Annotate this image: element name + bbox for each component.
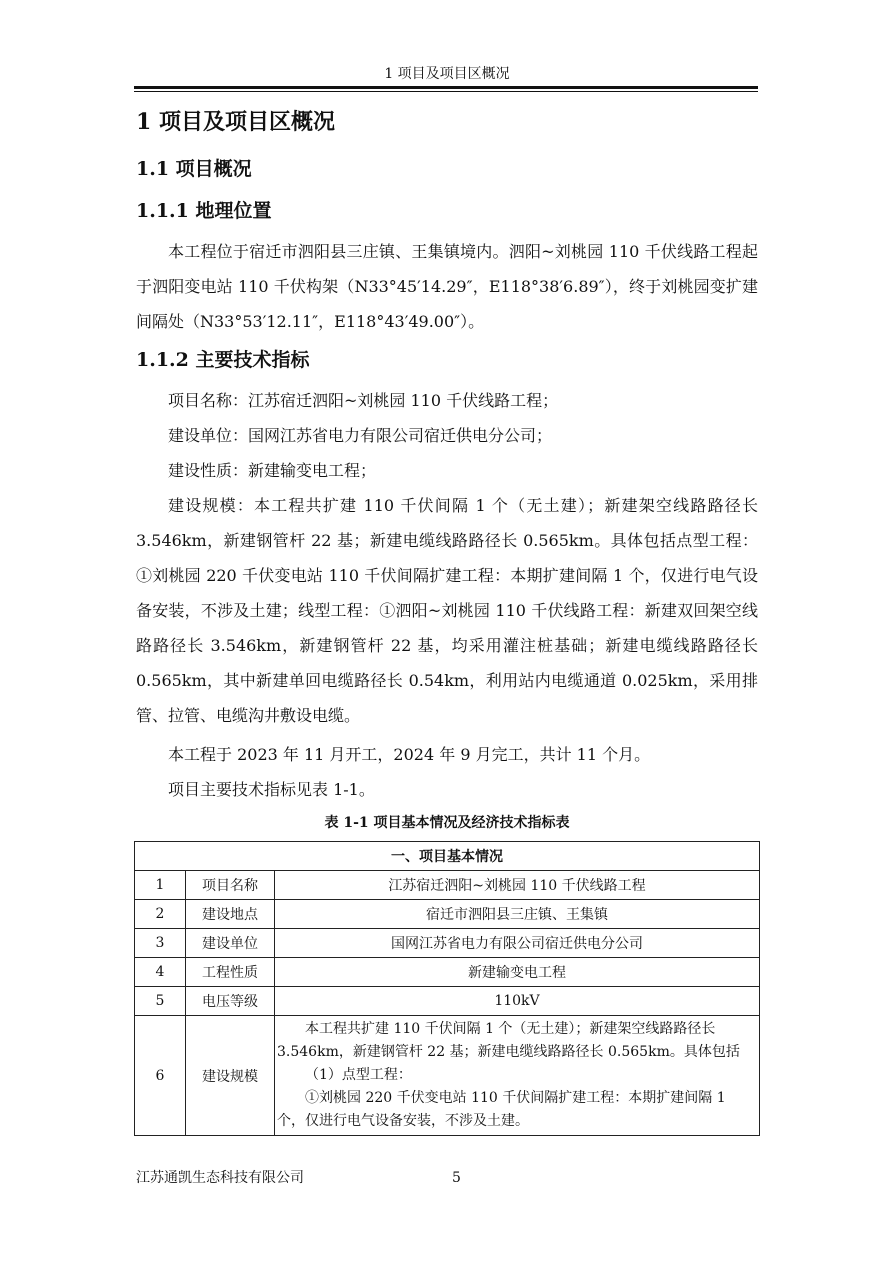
table-row-scale xyxy=(135,1016,760,1136)
table-row xyxy=(135,900,760,929)
row-label: 项目名称 xyxy=(186,871,275,900)
page-content xyxy=(136,104,758,1136)
scale-line-2: （1）点型工程： xyxy=(305,1067,412,1083)
row-index: 6 xyxy=(135,1016,186,1136)
running-header: 1 项目及项目区概况 xyxy=(384,66,510,82)
subsection-title-indicators: 1.1.2 主要技术指标 xyxy=(136,349,310,371)
table-row xyxy=(135,871,760,900)
row-index: 4 xyxy=(135,958,186,987)
chapter-title: 1 项目及项目区概况 xyxy=(136,109,335,135)
row-label: 建设规模 xyxy=(186,1016,275,1136)
paragraph-construction-scale: 建设规模：本工程共扩建 110 千伏间隔 1 个（无土建）；新建架空线路路径长 3.546km，新建钢管杆 22 基；新建电缆线路路径长 0.565km。具体包括点型工程：①刘桃园 220 千伏变电站 110 千伏间隔扩建工程：本期扩建间隔 1 个，仅进行电气设备安装，不涉及土建；线型工程：①泗阳~刘桃园 110 千伏线路工程：新建双回架空线路路径长 3.546km，新建钢管杆 22 基，均采用灌注桩基础；新建电缆线路路径长 0.565km，其中新建单回电缆路径长 0.54km，利用站内电缆通道 0.025km，采用排管、拉管、电缆沟井敷设电缆。 xyxy=(136,496,758,725)
footer-company: 江苏通凯生态科技有限公司 xyxy=(136,1170,304,1186)
header-rule-thick xyxy=(134,86,758,89)
table-section-title: 一、项目基本情况 xyxy=(135,842,760,871)
row-value: 江苏宿迁泗阳~刘桃园 110 千伏线路工程 xyxy=(275,871,760,900)
row-value: 国网江苏省电力有限公司宿迁供电分公司 xyxy=(275,929,760,958)
project-info-table xyxy=(134,841,760,1136)
row-value: 新建输变电工程 xyxy=(275,958,760,987)
paragraph-construction-nature: 建设性质：新建输变电工程； xyxy=(168,461,377,480)
paragraph-location: 本工程位于宿迁市泗阳县三庄镇、王集镇境内。泗阳~刘桃园 110 千伏线路工程起于泗阳变电站 110 千伏构架（N33°45′14.29″，E118°38′6.89″），终于刘桃园变扩建间隔处（N33°53′12.11″，E118°43′49.00″）。 xyxy=(136,242,758,331)
table-row xyxy=(135,929,760,958)
row-index: 2 xyxy=(135,900,186,929)
paragraph-project-name: 项目名称：江苏宿迁泗阳~刘桃园 110 千伏线路工程； xyxy=(168,391,559,410)
row-label: 电压等级 xyxy=(186,987,275,1016)
scale-line-1: 本工程共扩建 110 千伏间隔 1 个（无土建）；新建架空线路路径长 3.546km，新建钢管杆 22 基；新建电缆线路路径长 0.565km。具体包括 xyxy=(277,1021,740,1060)
scale-line-3: ①刘桃园 220 千伏变电站 110 千伏间隔扩建工程：本期扩建间隔 1 个，仅进行电气设备安装，不涉及土建。 xyxy=(277,1090,726,1129)
row-index: 3 xyxy=(135,929,186,958)
row-value-scale xyxy=(275,1016,760,1136)
row-label: 工程性质 xyxy=(186,958,275,987)
page-number: 5 xyxy=(452,1170,461,1186)
section-title: 1.1 项目概况 xyxy=(136,158,252,180)
paragraph-schedule: 本工程于 2023 年 11 月开工，2024 年 9 月完工，共计 11 个月。 xyxy=(168,745,651,764)
header-rule-thin xyxy=(134,91,758,92)
table-row xyxy=(135,958,760,987)
table-section-row xyxy=(135,842,760,871)
row-index: 1 xyxy=(135,871,186,900)
row-value: 110kV xyxy=(275,987,760,1016)
paragraph-construction-unit: 建设单位：国网江苏省电力有限公司宿迁供电分公司； xyxy=(168,426,553,445)
row-value: 宿迁市泗阳县三庄镇、王集镇 xyxy=(275,900,760,929)
row-label: 建设地点 xyxy=(186,900,275,929)
paragraph-table-ref: 项目主要技术指标见表 1-1。 xyxy=(168,780,375,799)
subsection-title-location: 1.1.1 地理位置 xyxy=(136,200,272,222)
table-caption: 表 1-1 项目基本情况及经济技术指标表 xyxy=(324,815,570,831)
row-label: 建设单位 xyxy=(186,929,275,958)
table-row xyxy=(135,987,760,1016)
row-index: 5 xyxy=(135,987,186,1016)
